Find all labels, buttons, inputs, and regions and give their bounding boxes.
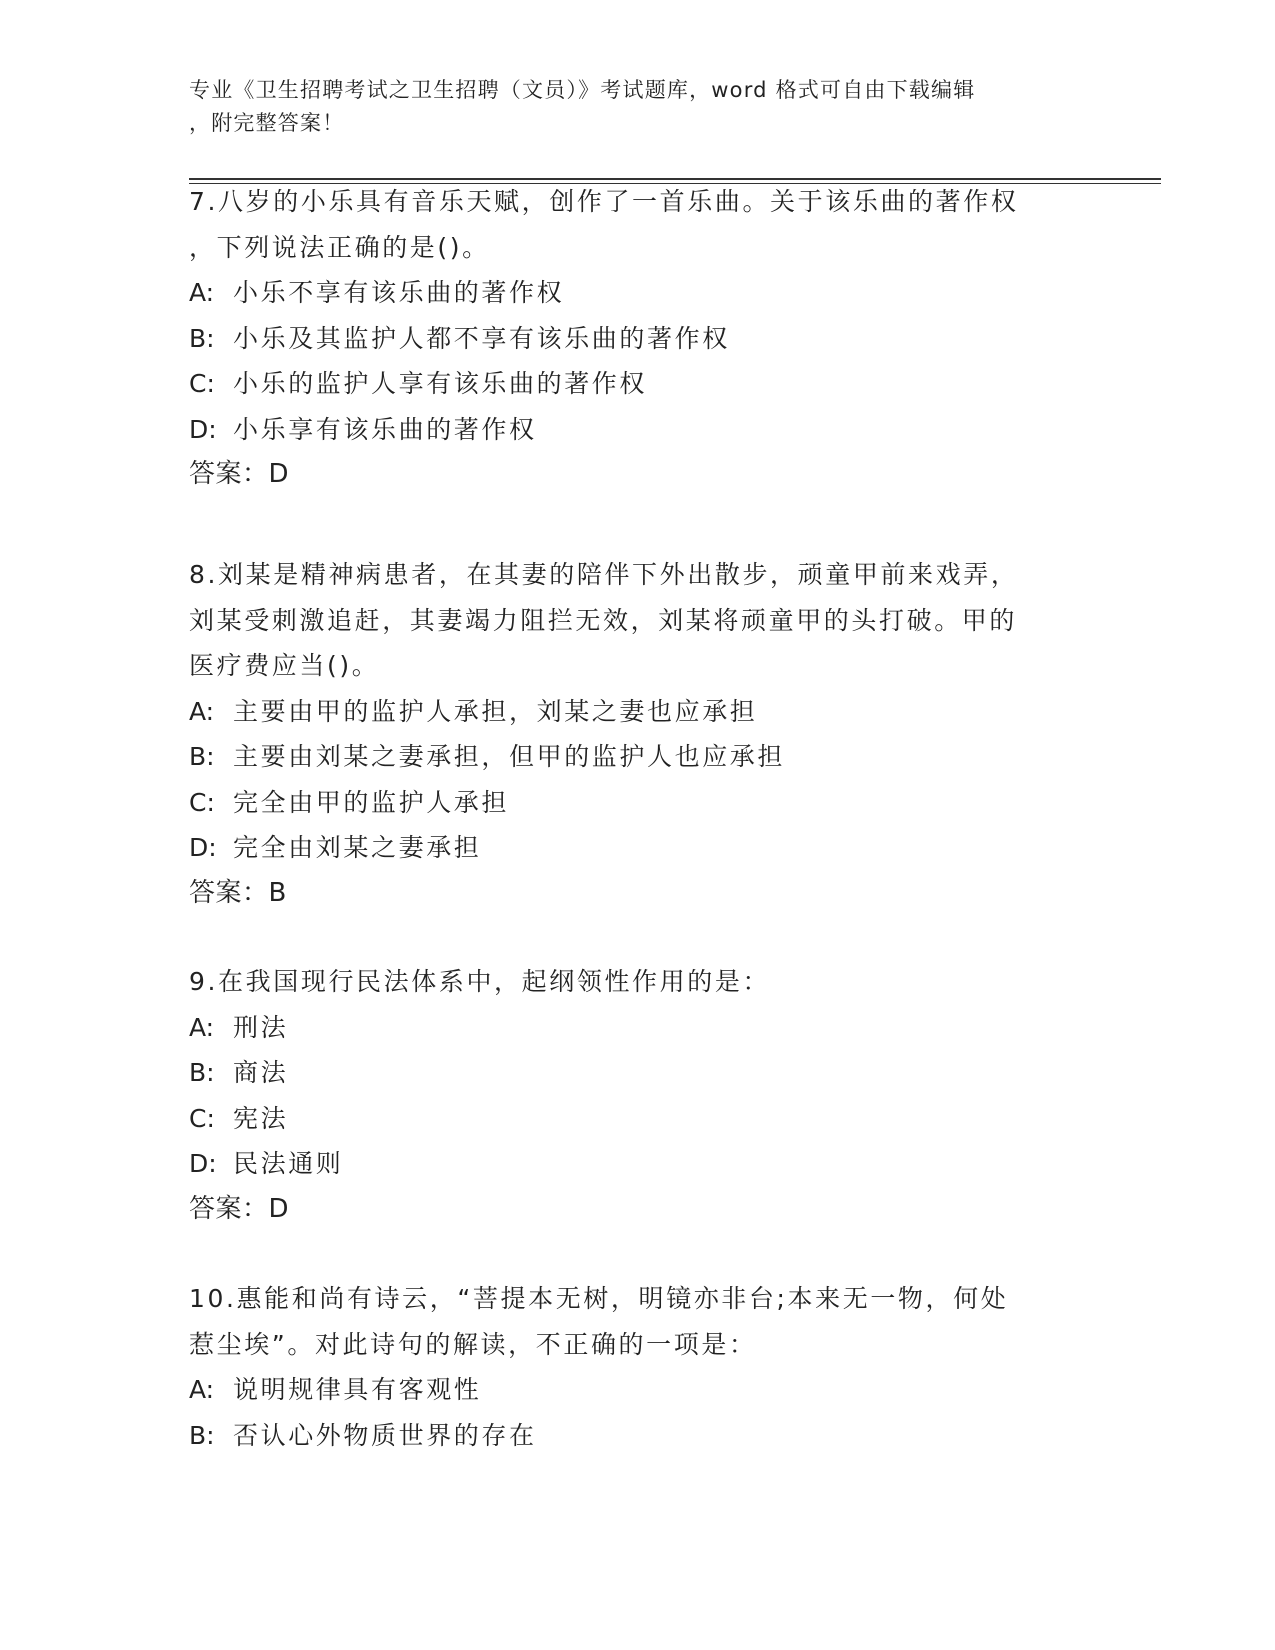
document-header [189,74,1069,140]
option-d [189,1141,1069,1187]
question-text-line: 8.刘某是精神病患者，在其妻的陪伴下外出散步，顽童甲前来戏弄， [189,560,1019,589]
option-letter: B: [189,742,215,771]
option-letter: A: [189,1012,215,1042]
question-10 [189,1276,1069,1458]
header-line-2: ，附完整答案！ [189,111,345,135]
option-text: 主要由刘某之妻承担，但甲的监护人也应承担 [233,742,786,771]
option-text: 主要由甲的监护人承担，刘某之妻也应承担 [233,696,758,726]
question-text-line: 9.在我国现行民法体系中，起纲领性作用的是： [189,967,771,996]
option-text: 宪法 [233,1103,289,1133]
option-b [189,1050,1069,1096]
option-text: 否认心外物质世界的存在 [233,1420,537,1450]
option-a [189,270,1069,316]
answer-text: 答案：D [189,459,290,489]
option-letter: D: [189,1149,217,1178]
question-text-line: 7.八岁的小乐具有音乐天赋，创作了一首乐曲。关于该乐曲的著作权 [189,187,1019,216]
answer-text: 答案：D [189,1193,290,1224]
option-text: 完全由甲的监护人承担 [233,787,510,817]
option-letter: A: [189,278,215,307]
option-letter: B: [189,323,215,353]
question-text-line: 10.惠能和尚有诗云，“菩提本无树，明镜亦非台;本来无一物，何处 [189,1284,1009,1313]
question-9 [189,959,1069,1232]
question-7 [189,179,1069,498]
option-text: 商法 [233,1058,289,1087]
option-c [189,780,1069,826]
option-b [189,1413,1069,1459]
option-d [189,825,1069,871]
option-letter: B: [189,1420,215,1450]
question-text-line: 刘某受刺激追赶，其妻竭力阻拦无效，刘某将顽童甲的头打破。甲的 [189,605,1018,635]
option-text: 小乐享有该乐曲的著作权 [233,414,537,444]
option-letter: B: [189,1058,215,1087]
option-c [189,1096,1069,1142]
option-letter: C: [189,787,215,817]
option-letter: D: [189,833,217,862]
option-text: 刑法 [233,1012,289,1042]
option-text: 小乐不享有该乐曲的著作权 [233,278,565,307]
option-a [189,689,1069,735]
option-text: 小乐及其监护人都不享有该乐曲的著作权 [233,323,730,353]
question-text-line: 惹尘埃”。对此诗句的解读，不正确的一项是： [189,1329,757,1359]
header-line-1: 专业《卫生招聘考试之卫生招聘（文员）》考试题库，word 格式可自由下载编辑 [189,78,976,102]
option-text: 民法通则 [233,1149,344,1178]
option-d [189,407,1069,453]
answer-text: 答案：B [189,877,287,908]
option-text: 完全由刘某之妻承担 [233,833,482,862]
option-text: 说明规律具有客观性 [233,1375,482,1404]
option-text: 小乐的监护人享有该乐曲的著作权 [233,369,648,398]
option-letter: A: [189,1375,215,1404]
option-a [189,1005,1069,1051]
option-letter: A: [189,696,215,726]
option-b [189,316,1069,362]
option-letter: C: [189,1103,215,1133]
question-text-line: 医疗费应当()。 [189,651,380,680]
option-a [189,1367,1069,1413]
option-c [189,361,1069,407]
option-b [189,734,1069,780]
question-8 [189,552,1069,916]
question-text-line: ，下列说法正确的是()。 [189,232,490,262]
option-letter: D: [189,414,217,444]
option-letter: C: [189,369,215,398]
